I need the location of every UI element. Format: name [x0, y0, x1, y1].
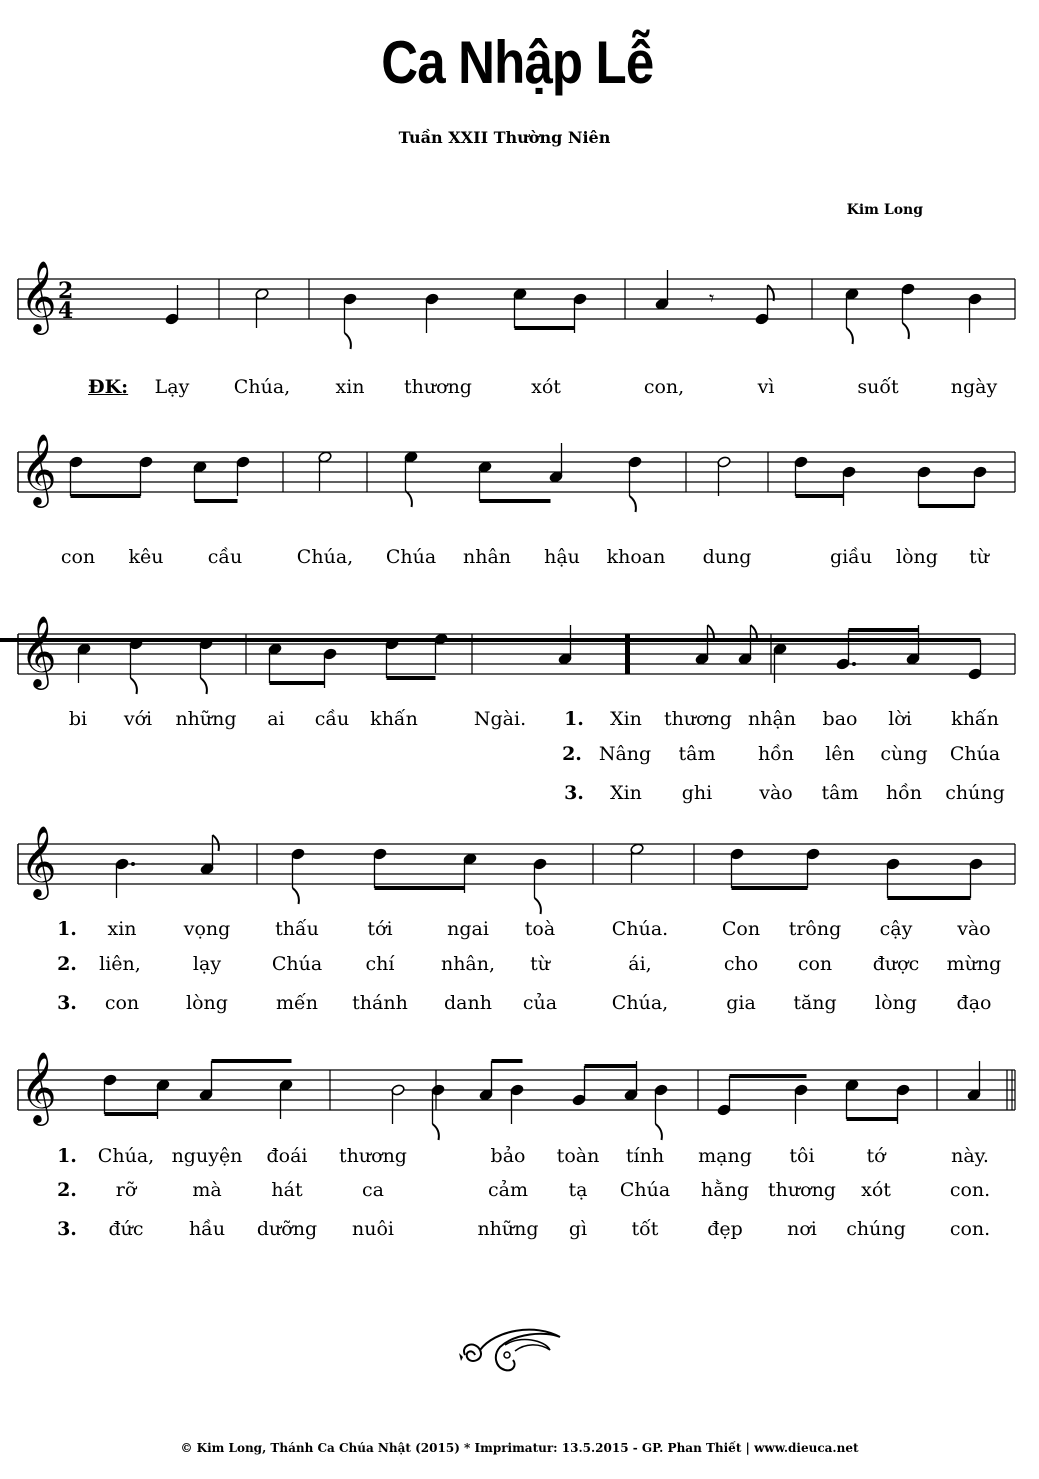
lyric-syllable: những	[175, 708, 237, 730]
lyric-syllable: tâm	[678, 743, 716, 765]
lyric-syllable: Chúa,	[611, 992, 669, 1014]
lyric-syllable: ái,	[628, 953, 652, 975]
lyric-syllable: mạng	[698, 1145, 752, 1167]
note-flag	[201, 678, 207, 694]
verse-number: 2.	[57, 1179, 77, 1201]
eighth-rest-icon: 𝄾	[709, 286, 715, 310]
lyric-syllable: con	[104, 992, 140, 1014]
lyric-syllable: Lạy	[154, 376, 190, 398]
lyric-syllable: với	[123, 708, 153, 730]
lyric-syllable: này.	[951, 1145, 989, 1167]
lyric-syllable: nhận	[747, 708, 797, 730]
lyric-syllable: toàn	[556, 1145, 600, 1167]
lyric-syllable: hằng	[701, 1179, 749, 1201]
lyric-syllable: bảo	[490, 1145, 526, 1167]
dot	[852, 662, 856, 666]
verse-number: 2.	[57, 953, 77, 975]
page-title: Ca Nhập Lễ	[381, 29, 654, 96]
lyric-syllable: cảm	[488, 1179, 528, 1201]
lyric-syllable: mà	[192, 1179, 222, 1201]
lyric-syllable: bao	[822, 708, 858, 730]
lyric-syllable: ca	[362, 1179, 384, 1201]
note-flag	[535, 898, 541, 914]
lyric-syllable: tới	[367, 918, 393, 940]
lyric-syllable: Ngài.	[473, 708, 527, 730]
lyric-syllable: ngai	[447, 918, 489, 940]
lyric-syllable: chúng	[846, 1218, 906, 1240]
verse-number: 1.	[57, 1145, 77, 1167]
lyric-syllable: nhân	[462, 546, 512, 568]
verse-number: 2.	[562, 743, 582, 765]
lyric-syllable: nhân,	[440, 953, 496, 975]
lyric-syllable: những	[477, 1218, 539, 1240]
lyric-syllable: cầu	[207, 546, 243, 568]
lyric-syllable: Chúa	[619, 1179, 671, 1201]
lyric-syllable: tớ	[866, 1145, 886, 1167]
lyric-syllable: vào	[759, 782, 793, 804]
lyric-syllable: gia	[726, 992, 756, 1014]
lyric-syllable: lòng	[875, 992, 917, 1014]
lyric-syllable: từ	[969, 546, 989, 568]
note-flag	[131, 678, 137, 694]
lyric-syllable: cùng	[880, 743, 928, 765]
subtitle: Tuần XXII Thường Niên	[398, 128, 611, 147]
lyric-syllable: từ	[530, 953, 550, 975]
lyric-syllable: lên	[825, 743, 855, 765]
lyric-syllable: thương	[404, 376, 472, 398]
treble-clef-icon: 𝄞	[20, 824, 57, 897]
note-flag	[293, 888, 299, 904]
lyric-syllable: kêu	[128, 546, 164, 568]
lyric-syllable: khấn	[951, 708, 999, 730]
lyric-syllable: con.	[949, 1179, 991, 1201]
lyric-syllable: con,	[643, 376, 685, 398]
treble-clef-icon: 𝄞	[20, 614, 57, 687]
lyric-syllable: vì	[757, 376, 775, 398]
lyric-syllable: bi	[68, 708, 88, 730]
note-flag	[847, 328, 853, 344]
lyric-syllable: hồn	[885, 782, 923, 804]
verse-number: 3.	[57, 992, 77, 1014]
note-flag	[630, 496, 636, 512]
lyric-syllable: thương	[664, 708, 732, 730]
lyric-syllable: trông	[788, 918, 842, 940]
verse-number: 3.	[57, 1218, 77, 1240]
lyric-syllable: ngày	[950, 376, 998, 398]
lyric-syllable: chúng	[945, 782, 1005, 804]
lyric-syllable: thấu	[275, 918, 319, 940]
lyric-syllable: con.	[949, 1218, 991, 1240]
lyric-syllable: Chúa,	[97, 1145, 155, 1167]
lyric-syllable: tôi	[789, 1145, 815, 1167]
lyric-syllable: tâm	[821, 782, 859, 804]
lyric-syllable: hồn	[757, 743, 795, 765]
lyric-syllable: khấn	[370, 708, 418, 730]
note-flag	[656, 1124, 662, 1140]
lyric-syllable: xin	[107, 918, 137, 940]
dot	[131, 862, 135, 866]
lyric-syllable: Chúa	[949, 743, 1001, 765]
lyric-syllable: con	[60, 546, 96, 568]
lyric-syllable: rỡ	[115, 1179, 137, 1201]
lyric-syllable: xót	[861, 1179, 891, 1201]
lyric-syllable: Chúa,	[233, 376, 291, 398]
lyric-syllable: suốt	[857, 376, 899, 398]
lyric-syllable: lòng	[186, 992, 228, 1014]
lyric-syllable: hậu	[544, 546, 580, 568]
note-flag	[213, 835, 219, 851]
lyric-syllable: nuôi	[352, 1218, 394, 1240]
time-signature-top: 2	[58, 278, 74, 304]
lyric-syllable: Nâng	[598, 743, 652, 765]
lyric-syllable: nguyện	[171, 1145, 243, 1167]
lyric-syllable: thương	[339, 1145, 407, 1167]
lyric-syllable: cho	[723, 953, 759, 975]
lyric-syllable: xin	[335, 376, 365, 398]
lyric-syllable: cầu	[314, 708, 350, 730]
lyric-syllable: Con	[721, 918, 761, 940]
lyric-syllable: Chúa,	[296, 546, 354, 568]
lyric-syllable: dung	[702, 546, 752, 568]
treble-clef-icon: 𝄞	[20, 259, 57, 332]
time-signature-bottom: 4	[58, 298, 74, 324]
lyric-syllable: lạy	[192, 953, 222, 975]
lyric-syllable: giầu	[829, 546, 873, 568]
footer-copyright: © Kim Long, Thánh Ca Chúa Nhật (2015) * Imprimatur: 13.5.2015 - GP. Phan Thiết | www.dieuca.net	[180, 1441, 859, 1455]
verse-number: 3.	[564, 782, 584, 804]
lyric-syllable: xót	[531, 376, 561, 398]
refrain-label: ĐK:	[88, 376, 129, 398]
lyric-syllable: ghi	[681, 782, 713, 804]
lyric-syllable: con	[797, 953, 833, 975]
lyric-syllable: tính	[625, 1145, 665, 1167]
lyric-syllable: vọng	[183, 918, 231, 940]
lyric-syllable: Chúa.	[611, 918, 669, 940]
lyric-syllable: đẹp	[707, 1218, 743, 1240]
lyric-syllable: liên,	[99, 953, 141, 975]
lyric-syllable: Chúa	[271, 953, 323, 975]
lyric-syllable: toà	[524, 918, 556, 940]
verse-number: 1.	[57, 918, 77, 940]
lyric-syllable: Chúa	[385, 546, 437, 568]
lyric-syllable: cậy	[879, 918, 913, 940]
lyric-syllable: Xin	[610, 708, 642, 730]
ornament-icon	[455, 1325, 565, 1380]
lyric-syllable: tăng	[793, 992, 837, 1014]
lyric-syllable: dưỡng	[256, 1218, 318, 1240]
lyric-syllable: lời	[888, 708, 912, 730]
lyric-syllable: gì	[568, 1218, 588, 1240]
note-flag	[903, 323, 909, 339]
lyric-syllable: đạo	[956, 992, 992, 1014]
note-flag	[433, 1124, 439, 1140]
note-flag	[406, 491, 412, 507]
lyric-syllable: vào	[957, 918, 991, 940]
lyric-syllable: nơi	[787, 1218, 817, 1240]
lyric-syllable: được	[872, 953, 920, 975]
composer: Kim Long	[846, 202, 923, 218]
lyric-syllable: mến	[276, 992, 318, 1014]
lyric-syllable: tạ	[568, 1179, 588, 1201]
lyric-syllable: chí	[365, 953, 395, 975]
treble-clef-icon: 𝄞	[20, 432, 57, 505]
lyric-syllable: tốt	[631, 1218, 659, 1240]
lyric-syllable: ai	[267, 708, 285, 730]
lyric-syllable: đoái	[266, 1145, 308, 1167]
lyric-syllable: thương	[768, 1179, 836, 1201]
lyric-syllable: danh	[444, 992, 492, 1014]
treble-clef-icon: 𝄞	[20, 1050, 57, 1123]
lyric-syllable: mừng	[946, 953, 1002, 975]
lyric-syllable: hát	[271, 1179, 303, 1201]
verse-number: 1.	[564, 708, 584, 730]
lyric-syllable: thánh	[352, 992, 408, 1014]
lyric-syllable: hầu	[188, 1218, 226, 1240]
lyric-syllable: lòng	[896, 546, 938, 568]
lyric-syllable: khoan	[606, 546, 666, 568]
note-flag	[345, 333, 351, 349]
lyric-syllable: Xin	[610, 782, 642, 804]
lyric-syllable: đức	[108, 1218, 144, 1240]
lyric-syllable: của	[522, 992, 558, 1014]
